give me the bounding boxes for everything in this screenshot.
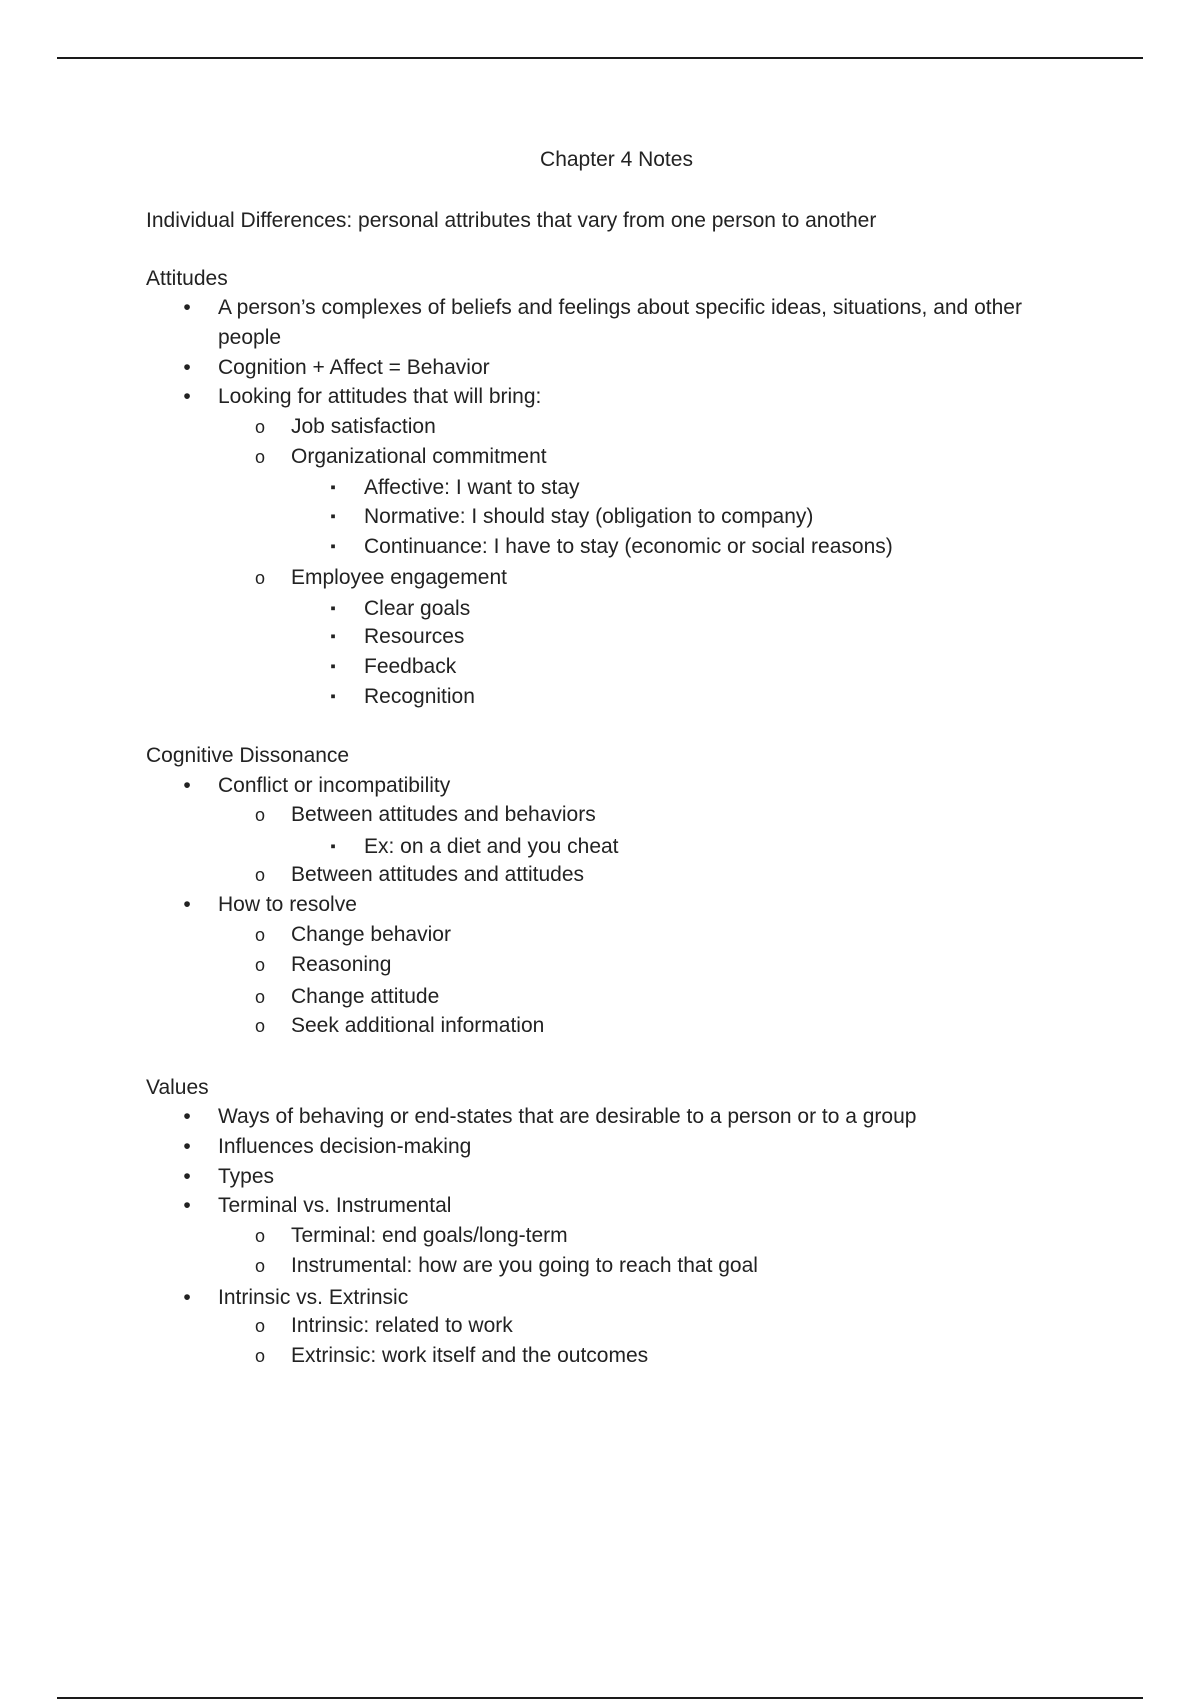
bullet-icon: • [183,1286,191,1309]
square-bullet-icon: ▪ [330,688,336,705]
square-bullet-icon: ▪ [330,600,336,617]
intro-definition: Individual Differences: personal attributes that vary from one person to another [146,209,877,232]
circle-bullet-icon: o [254,955,265,975]
attitudes-item-1: A person’s complexes of beliefs and feelings about specific ideas, situations, and other [218,296,1022,319]
list-item: Seek additional information [291,1014,545,1037]
values-item-3: Types [218,1165,275,1188]
values-item-4: Terminal vs. Instrumental [218,1194,452,1217]
attitudes-heading: Attitudes [146,267,228,290]
circle-bullet-icon: o [254,1016,265,1036]
dissonance-item-1: Conflict or incompatibility [218,774,451,797]
square-bullet-icon: ▪ [330,508,336,525]
page-title: Chapter 4 Notes [540,148,693,171]
circle-bullet-icon: o [254,1256,265,1276]
circle-bullet-icon: o [254,1346,265,1366]
list-item: Ex: on a diet and you cheat [364,835,619,858]
list-item: Clear goals [364,597,471,620]
circle-bullet-icon: o [254,865,265,885]
circle-bullet-icon: o [254,1316,265,1336]
square-bullet-icon: ▪ [330,658,336,675]
list-item: Intrinsic: related to work [291,1314,513,1337]
header-rule [57,57,1143,59]
list-item: Change behavior [291,923,451,946]
bullet-icon: • [183,774,191,797]
square-bullet-icon: ▪ [330,479,336,496]
list-item: Between attitudes and behaviors [291,803,596,826]
attitudes-item-3: Looking for attitudes that will bring: [218,385,542,408]
list-item: Extrinsic: work itself and the outcomes [291,1344,649,1367]
bullet-icon: • [183,1194,191,1217]
list-item: Terminal: end goals/long-term [291,1224,568,1247]
values-item-1: Ways of behaving or end-states that are desirable to a person or to a group [218,1105,917,1128]
bullet-icon: • [183,1135,191,1158]
values-item-5: Intrinsic vs. Extrinsic [218,1286,409,1309]
list-item: Normative: I should stay (obligation to company) [364,505,814,528]
list-item: Recognition [364,685,475,708]
values-item-2: Influences decision-making [218,1135,472,1158]
square-bullet-icon: ▪ [330,538,336,555]
footer-rule [57,1697,1143,1699]
list-item: Organizational commitment [291,445,547,468]
bullet-icon: • [183,296,191,319]
bullet-icon: • [183,356,191,379]
values-heading: Values [146,1076,209,1099]
square-bullet-icon: ▪ [330,628,336,645]
list-item: Feedback [364,655,457,678]
circle-bullet-icon: o [254,805,265,825]
square-bullet-icon: ▪ [330,838,336,855]
list-item: Reasoning [291,953,392,976]
list-item: Between attitudes and attitudes [291,863,585,886]
list-item: Change attitude [291,985,440,1008]
dissonance-item-2: How to resolve [218,893,357,916]
circle-bullet-icon: o [254,568,265,588]
bullet-icon: • [183,1105,191,1128]
list-item: Affective: I want to stay [364,476,580,499]
circle-bullet-icon: o [254,987,265,1007]
bullet-icon: • [183,385,191,408]
attitudes-item-2: Cognition + Affect = Behavior [218,356,490,379]
circle-bullet-icon: o [254,447,265,467]
circle-bullet-icon: o [254,925,265,945]
list-item: Employee engagement [291,566,507,589]
circle-bullet-icon: o [254,1226,265,1246]
bullet-icon: • [183,893,191,916]
list-item: Job satisfaction [291,415,436,438]
dissonance-heading: Cognitive Dissonance [146,744,350,767]
attitudes-item-1-cont: people [218,326,282,349]
list-item: Resources [364,625,465,648]
circle-bullet-icon: o [254,417,265,437]
list-item: Instrumental: how are you going to reach that goal [291,1254,758,1277]
bullet-icon: • [183,1165,191,1188]
list-item: Continuance: I have to stay (economic or social reasons) [364,535,893,558]
